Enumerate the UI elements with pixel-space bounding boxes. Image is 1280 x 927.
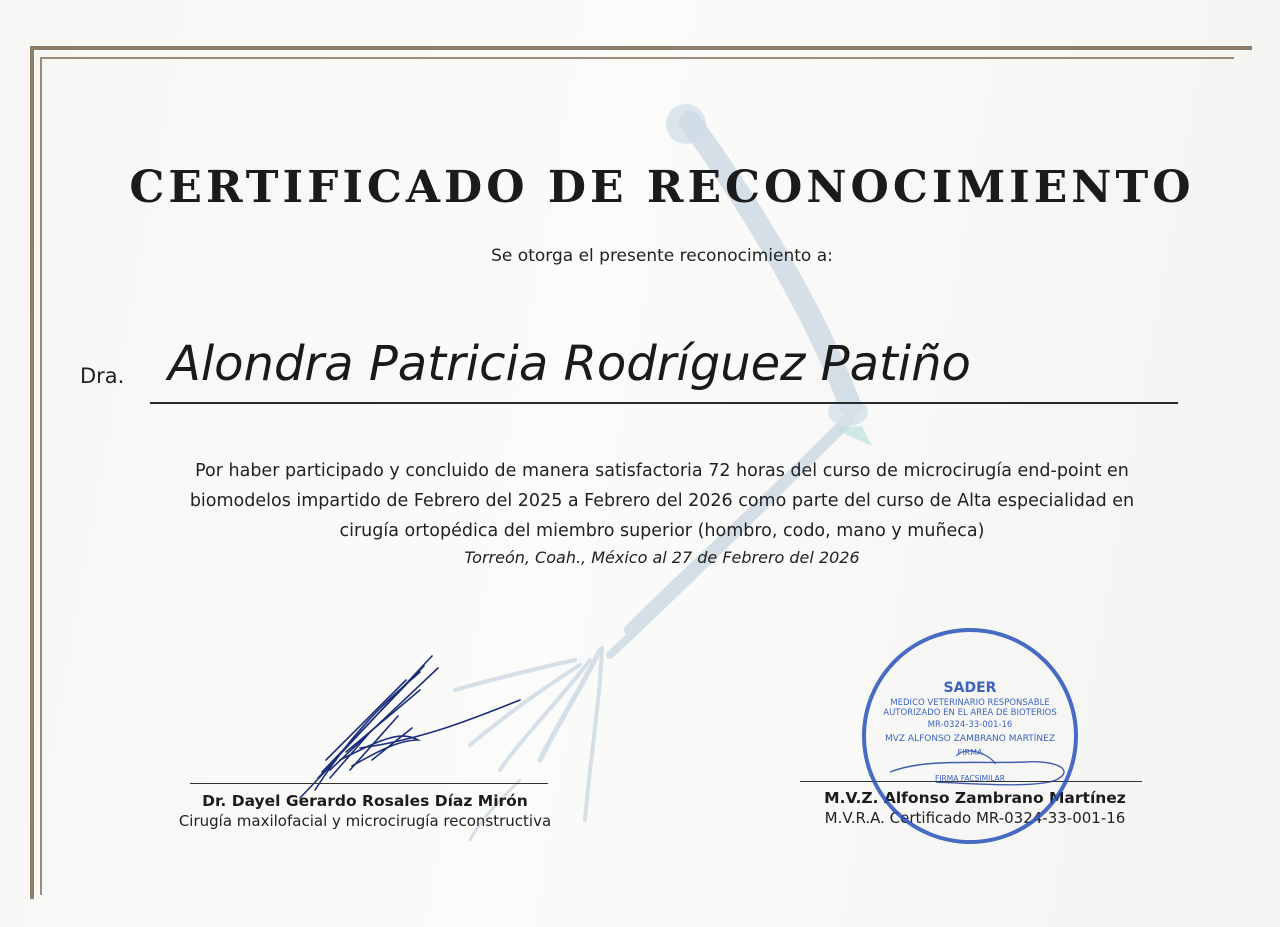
body-line: Por haber participado y concluido de manera satisfactoria 72 horas del curso de microcirugía end-point en	[195, 461, 1129, 481]
recipient-prefix: Dra.	[80, 364, 125, 388]
body-line: biomodelos impartido de Febrero del 2025 a Febrero del 2026 como parte del curso de Alta especialidad en	[189, 491, 1135, 511]
right-signatory-name: M.V.Z. Alfonso Zambrano Martínez	[824, 789, 1126, 807]
certificate-title: CERTIFICADO DE RECONOCIMIENTO	[129, 162, 1195, 213]
stamp-title: SADER	[943, 680, 997, 696]
left-signatory-name: Dr. Dayel Gerardo Rosales Díaz Mirón	[202, 792, 528, 810]
body-line: cirugía ortopédica del miembro superior (hombro, codo, mano y muñeca)	[339, 521, 985, 541]
stamp-line: AUTORIZADO EN EL AREA DE BIOTERIOS	[883, 708, 1057, 718]
stamp-line: MVZ ALFONSO ZAMBRANO MARTÍNEZ	[884, 734, 1055, 744]
place-and-date: Torreón, Coah., México al 27 de Febrero del 2026	[464, 548, 860, 567]
stamp-line: FIRMA	[957, 748, 983, 757]
right-signatory-role: M.V.R.A. Certificado MR-0324-33-001-16	[824, 809, 1126, 827]
recipient-name: Alondra Patricia Rodríguez Patiño	[168, 336, 971, 392]
official-seal-icon	[856, 624, 1084, 848]
stamp-line: MEDICO VETERINARIO RESPONSABLE	[890, 698, 1050, 708]
left-signature-line	[190, 783, 548, 784]
left-signatory-role: Cirugía maxilofacial y microcirugía reconstructiva	[178, 812, 552, 830]
certificate-subtitle: Se otorga el presente reconocimiento a:	[491, 246, 833, 266]
stamp-line: MR-0324-33-001-16	[927, 720, 1013, 730]
stamp-line: FIRMA FACSIMILAR	[935, 774, 1005, 783]
